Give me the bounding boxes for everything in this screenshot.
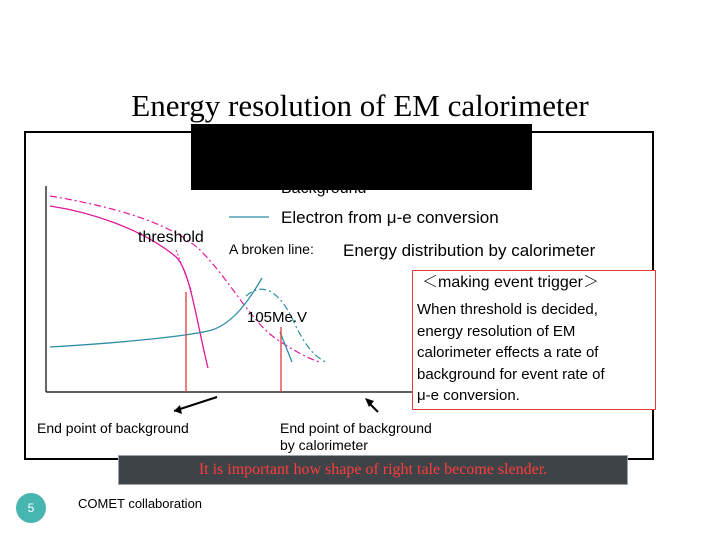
note-line-5: μ-e conversion. (417, 387, 520, 404)
note-line-1: When threshold is decided, (417, 301, 598, 318)
endpoint-calo-label-line2: by calorimeter (280, 437, 368, 453)
broken-line-label: Energy distribution by calorimeter (343, 241, 596, 260)
legend-background-label: Background (281, 180, 367, 197)
note-text (417, 299, 605, 407)
electron-curve (50, 278, 262, 347)
electron-peak-curve (280, 332, 292, 362)
note-line-3: calorimeter effects a rate of (417, 344, 599, 361)
endpoint-arrowhead (174, 405, 182, 414)
broken-line-prefix: A broken line: (229, 241, 314, 257)
energy-label: 105Me.V (247, 309, 308, 326)
background-broken-curve (50, 196, 320, 362)
threshold-label: threshold (138, 229, 204, 246)
page-number: 5 (27, 501, 35, 515)
page-number-badge (16, 493, 46, 523)
note-line-2: energy resolution of EM (417, 322, 576, 340)
note-line-4: background for event rate of (417, 365, 605, 383)
banner-text: It is important how shape of right tale become slender. (198, 461, 548, 478)
endpoint-label: End point of background (37, 420, 189, 436)
endpoint-calo-label-line1: End point of background (280, 420, 432, 436)
legend-electron-label: Electron from μ-e conversion (281, 208, 499, 227)
conclusion-banner (118, 455, 628, 485)
footer-label: COMET collaboration (78, 496, 203, 511)
note-heading: ＜making event trigger＞ (422, 274, 599, 291)
slide-title: Energy resolution of EM calorimeter (131, 88, 589, 123)
